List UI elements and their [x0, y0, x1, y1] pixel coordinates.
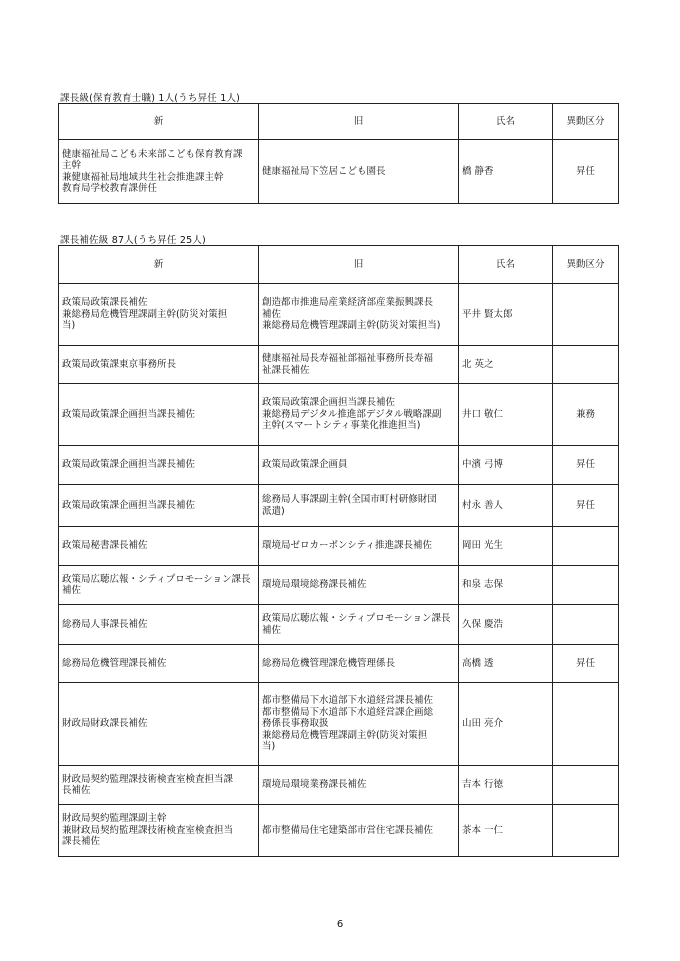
cell-old: 環境局環境総務課長補佐 — [259, 566, 459, 605]
header-old: 旧 — [259, 104, 459, 140]
cell-new: 政策局政策課企画担当課長補佐 — [59, 485, 259, 527]
cell-name: 茶本 一仁 — [459, 805, 553, 857]
cell-kubun — [553, 605, 619, 645]
cell-name: 平井 賢太郎 — [459, 284, 553, 346]
cell-name: 岡田 光生 — [459, 527, 553, 566]
cell-old: 総務局人事課副主幹(全国市町村研修財団 派遣) — [259, 485, 459, 527]
header-name: 氏名 — [459, 246, 553, 284]
cell-old: 健康福祉局下笠居こども園長 — [259, 140, 459, 204]
cell-old: 政策局政策課企画員 — [259, 446, 459, 485]
cell-old: 都市整備局住宅建築部市営住宅課長補佐 — [259, 805, 459, 857]
cell-old: 都市整備局下水道部下水道経営課長補佐 都市整備局下水道部下水道経営課企画総 務係長事務取扱 兼総務局危機管理課副主幹(防災対策担 当) — [259, 683, 459, 766]
table-row — [59, 446, 619, 485]
header-old: 旧 — [259, 246, 459, 284]
table-header-row — [59, 104, 619, 140]
cell-new: 総務局人事課長補佐 — [59, 605, 259, 645]
personnel-table-kacho — [58, 103, 619, 204]
cell-name: 久保 慶浩 — [459, 605, 553, 645]
cell-new: 財政局契約監理課技術検査室検査担当課 長補佐 — [59, 766, 259, 805]
table-row — [59, 140, 619, 204]
cell-name: 橋 静香 — [459, 140, 553, 204]
cell-new: 政策局政策課長補佐 兼総務局危機管理課副主幹(防災対策担 当) — [59, 284, 259, 346]
cell-new: 総務局危機管理課長補佐 — [59, 645, 259, 683]
table-row — [59, 566, 619, 605]
cell-new: 政策局政策課東京事務所長 — [59, 346, 259, 384]
cell-name: 山田 亮介 — [459, 683, 553, 766]
personnel-table-kachohosa — [58, 245, 619, 857]
cell-old: 総務局危機管理課危機管理係長 — [259, 645, 459, 683]
cell-kubun: 昇任 — [553, 140, 619, 204]
cell-new: 政策局政策課企画担当課長補佐 — [59, 384, 259, 446]
cell-kubun — [553, 683, 619, 766]
header-name: 氏名 — [459, 104, 553, 140]
cell-new: 政策局秘書課長補佐 — [59, 527, 259, 566]
table-row — [59, 645, 619, 683]
table-row — [59, 527, 619, 566]
cell-kubun — [553, 527, 619, 566]
cell-new: 政策局広聴広報・シティプロモーション課長 補佐 — [59, 566, 259, 605]
cell-new: 健康福祉局こども未来部こども保育教育課 主幹 兼健康福祉局地域共生社会推進課主幹 教育局学校教育課併任 — [59, 140, 259, 204]
cell-name: 村永 善人 — [459, 485, 553, 527]
header-kubun: 異動区分 — [553, 246, 619, 284]
cell-old: 創造都市推進局産業経済部産業振興課長 補佐 兼総務局危機管理課副主幹(防災対策担当) — [259, 284, 459, 346]
cell-name: 和泉 志保 — [459, 566, 553, 605]
cell-kubun: 昇任 — [553, 485, 619, 527]
table-row — [59, 284, 619, 346]
header-new: 新 — [59, 246, 259, 284]
table-row — [59, 766, 619, 805]
cell-old: 健康福祉局長寿福祉部福祉事務所長寿福 祉課長補佐 — [259, 346, 459, 384]
cell-new: 財政局財政課長補佐 — [59, 683, 259, 766]
table-row — [59, 683, 619, 766]
cell-kubun — [553, 805, 619, 857]
cell-old: 環境局ゼロカーボンシティ推進課長補佐 — [259, 527, 459, 566]
cell-kubun: 昇任 — [553, 645, 619, 683]
cell-old: 政策局政策課企画担当課長補佐 兼総務局デジタル推進部デジタル戦略課副 主幹(スマートシティ事業化推進担当) — [259, 384, 459, 446]
cell-name: 北 英之 — [459, 346, 553, 384]
header-kubun: 異動区分 — [553, 104, 619, 140]
cell-old: 環境局環境業務課長補佐 — [259, 766, 459, 805]
cell-kubun — [553, 284, 619, 346]
cell-new: 政策局政策課企画担当課長補佐 — [59, 446, 259, 485]
table-row — [59, 805, 619, 857]
cell-name: 中濱 弓博 — [459, 446, 553, 485]
cell-old: 政策局広聴広報・シティプロモーション課長 補佐 — [259, 605, 459, 645]
cell-kubun — [553, 566, 619, 605]
cell-kubun — [553, 766, 619, 805]
section-title-kacho: 課長級(保育教育士職) 1人(うち昇任 1人) — [60, 93, 241, 104]
table-row — [59, 346, 619, 384]
header-new: 新 — [59, 104, 259, 140]
cell-name: 高橋 透 — [459, 645, 553, 683]
cell-name: 吉本 行徳 — [459, 766, 553, 805]
cell-name: 井口 敬仁 — [459, 384, 553, 446]
cell-new: 財政局契約監理課副主幹 兼財政局契約監理課技術検査室検査担当 課長補佐 — [59, 805, 259, 857]
table-row — [59, 384, 619, 446]
table-header-row — [59, 246, 619, 284]
table-row — [59, 485, 619, 527]
cell-kubun — [553, 346, 619, 384]
cell-kubun: 昇任 — [553, 446, 619, 485]
page-number: 6 — [336, 919, 344, 930]
table-row — [59, 605, 619, 645]
cell-kubun: 兼務 — [553, 384, 619, 446]
section-title-kachohosa: 課長補佐級 87人(うち昇任 25人) — [60, 235, 206, 246]
